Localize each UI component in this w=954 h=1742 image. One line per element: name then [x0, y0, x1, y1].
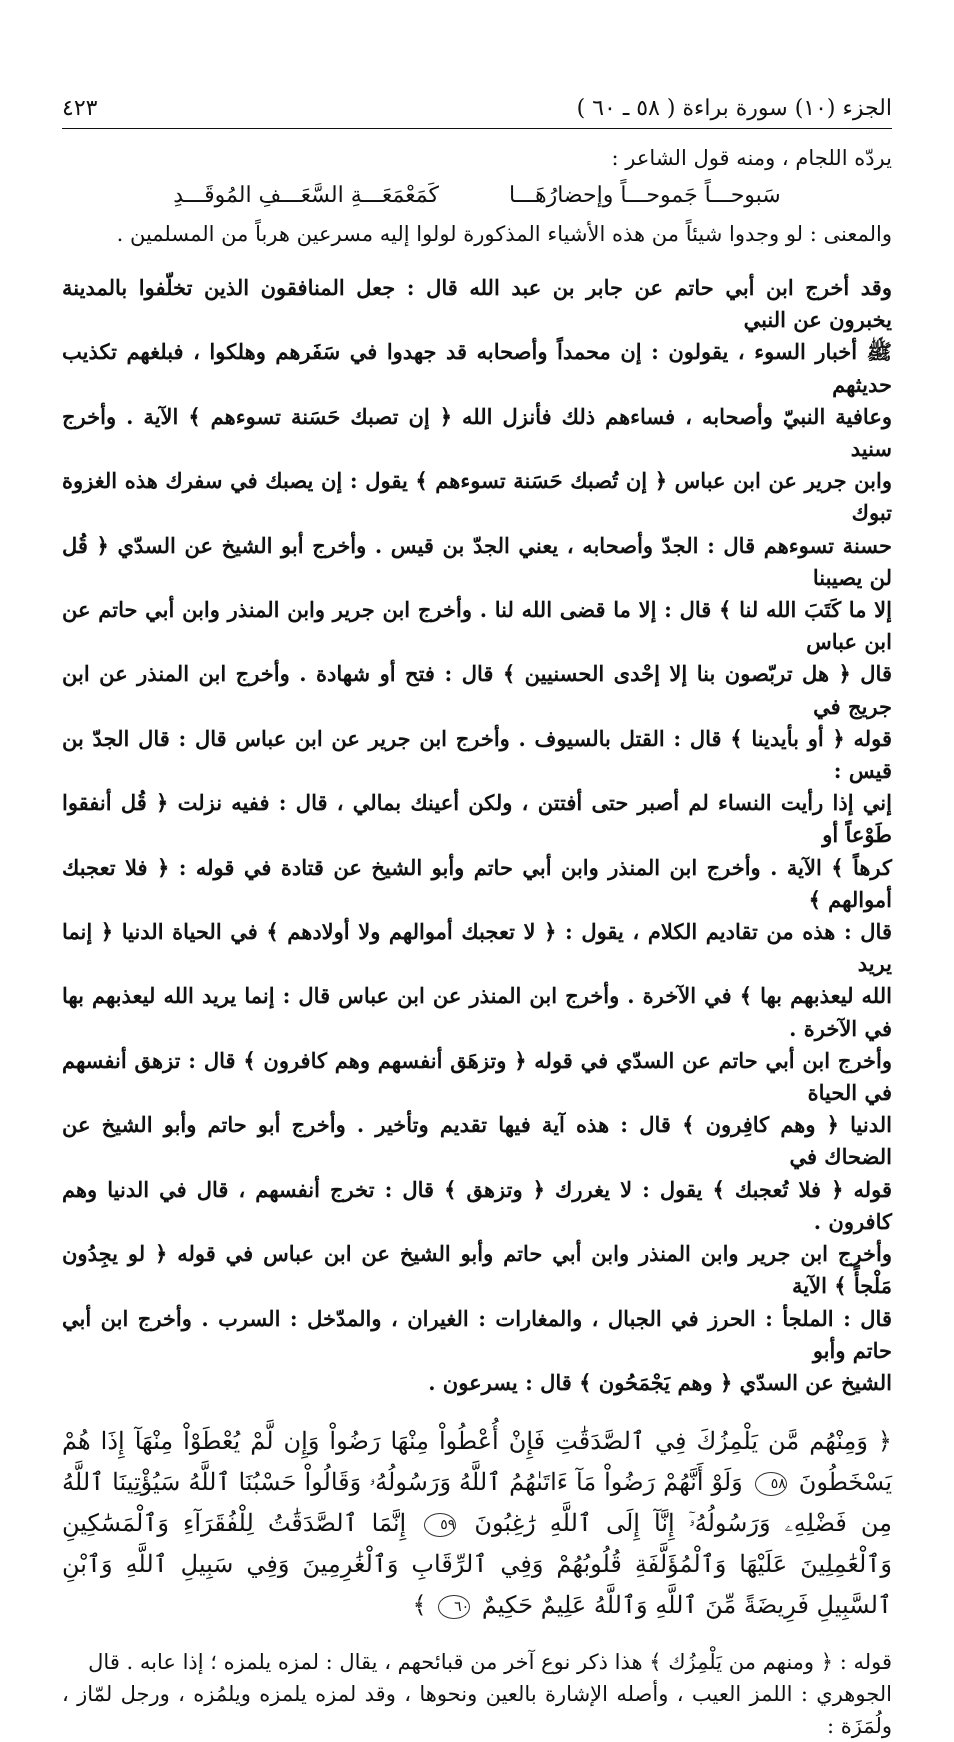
report-line: إلا ما كَتَبَ الله لنا ﴾ قال : إلا ما قضى الله لنا . وأخرج ابن جرير وابن المنذر وابن أبي حاتم عن ابن عباس	[62, 597, 892, 655]
report-line: قال ﴿ هل تربّصون بنا إلا إحْدى الحسنيين ﴾ قال : فتح أو شهادة . وأخرج ابن المنذر عن ابن جريج في	[62, 661, 892, 719]
commentary-line: الجوهري : اللمز العيب ، وأصله الإشارة بالعين ونحوها ، وقد لمزه يلمزه ويلمُزه ، ورجل لمّاز ، ولُمَزَة :	[62, 1682, 892, 1739]
verse-number-60: ٦٠	[438, 1595, 470, 1619]
verse-number-59: ٥٩	[424, 1513, 456, 1537]
report-line: وابن جرير عن ابن عباس ﴿ إن تُصبك حَسَنة تسوءهم ﴾ يقول : إن يصبك في سفرك هذه الغزوة تبوك	[62, 468, 892, 526]
running-title: الجزء (١٠) سورة براءة ( ٥٨ ـ ٦٠ )	[576, 95, 892, 121]
report-line: وقد أخرج ابن أبي حاتم عن جابر بن عبد الله قال : جعل المنافقون الذين تخلّفوا بالمدينة يخبرون عن النبي	[62, 275, 892, 333]
quran-verses	[62, 1421, 892, 1626]
report-line: الدنيا ﴿ وهم كافِرون ﴾ قال : هذه آية فيها تقديم وتأخير . وأخرج أبو حاتم وأبو الشيخ عن الضحاك في	[62, 1112, 892, 1170]
poem-hemistich-left: كَمَعْمَعَـــةِ السَّعَـــفِ المُوقَـــدِ	[173, 183, 439, 208]
report-line: الله ليعذبهم بها ﴾ في الآخرة . وأخرج ابن المنذر عن ابن عباس قال : إنما يريد الله ليعذبهم بها في الآخرة .	[62, 983, 892, 1041]
verse-60-text: إِنَّمَا ٱلصَّدَقَٰتُ لِلْفُقَرَآءِ وَٱلْمَسَٰكِينِ وَٱلْعَٰمِلِينَ عَلَيْهَا وَٱلْمُؤَلَّفَةِ قُلُوبُهُمْ وَفِي ٱلرِّقَابِ وَٱلْغَٰرِمِينَ وَفِي سَبِيلِ ٱللَّهِ وَٱبْنِ ٱلسَّبِيلِ فَرِيضَةً مِّنَ ٱللَّهِ وَٱللَّهُ عَلِيمٌ حَكِيمٌ	[62, 1509, 892, 1620]
page-header	[62, 88, 892, 129]
report-line: حسنة تسوءهم قال : الجدّ وأصحابه ، يعني الجدّ بن قيس . وأخرج أبو الشيخ عن السدّي ﴿ قُل لن يصيبنا	[62, 532, 892, 590]
report-line: وأخرج ابن أبي حاتم عن السدّي في قوله ﴿ وتزهَق أنفسهم وهم كافرون ﴾ قال : تزهق أنفسهم في الحياة	[62, 1047, 892, 1106]
page-number: ٤٢٣	[62, 95, 98, 121]
report-line: قوله ﴿ فلا تُعجبك ﴾ يقول : لا يغررك ﴿ وتزهق ﴾ قال : تخرج أنفسهم ، قال في الدنيا وهم كافرون .	[62, 1176, 892, 1234]
report-line: إني إذا رأيت النساء لم أصبر حتى أفتتن ، ولكن أعينك بمالي ، قال : ففيه نزلت ﴿ قُل أنفقوا طَوْعاً أو	[62, 790, 892, 848]
report-line: ﷺ أخبار السوء ، يقولون : إن محمداً وأصحابه قد جهدوا في سَفَرهم وهلكوا ، فبلغهم تكذيب حديثهم	[62, 339, 892, 397]
commentary-line: قوله : ﴿ ومنهم من يَلْمِزُك ﴾ هذا ذكر نوع آخر من قبائحهم ، يقال : لمزه يلمزه ؛ إذا عابه . قال	[88, 1650, 892, 1675]
report-line: وعافية النبيّ وأصحابه ، فساءهم ذلك فأنزل الله ﴿ إن تصبك حَسَنة تسوءهم ﴾ الآية . وأخرج سنيد	[62, 403, 892, 462]
meaning-line: والمعنى : لو وجدوا شيئاً من هذه الأشياء المذكورة لولوا إليه مسرعين هرباً من المسلمين .	[116, 222, 892, 246]
page-content	[62, 142, 892, 1742]
report-line: قال : الملجأ : الحرز في الجبال ، والمغارات : الغيران ، والمدّخل : السرب . وأخرج ابن أبي حاتم وأبو	[62, 1305, 892, 1363]
report-line: وأخرج ابن جرير وابن المنذر وابن أبي حاتم وأبو الشيخ عن ابن عباس في قوله ﴿ لو يجِدُون مَلْجأً ﴾ الآية	[62, 1241, 892, 1299]
hadith-reports	[62, 272, 892, 1399]
poem-verse	[62, 174, 892, 218]
intro-line: يردّه اللجام ، ومنه قول الشاعر :	[611, 146, 892, 170]
commentary-intro	[62, 142, 892, 250]
verse-number-58: ٥٨	[755, 1472, 787, 1496]
verse-59-text: وَلَوْ أَنَّهُمْ رَضُواْ مَآ ءَاتَىٰهُمُ ٱللَّهُ وَرَسُولُهُۥ وَقَالُواْ حَسْبُنَا ٱللَّهُ سَيُؤْتِينَا ٱللَّهُ مِن فَضْلِهِۦ وَرَسُولُهُۥٓ إِنَّآ إِلَى ٱللَّهِ رَٰغِبُونَ	[62, 1468, 892, 1538]
report-line: قوله ﴿ أو بأيدينا ﴾ قال : القتل بالسيوف . وأخرج ابن جرير عن ابن عباس قال : قال الجدّ بن قيس :	[62, 725, 892, 784]
verse-58-text: ﴿ وَمِنْهُم مَّن يَلْمِزُكَ فِي ٱلصَّدَقَٰتِ فَإِنْ أُعْطُواْ مِنْهَا رَضُواْ وَإِن لَّمْ يُعْطَوْاْ مِنْهَآ إِذَا هُمْ يَسْخَطُونَ	[62, 1427, 892, 1497]
report-line: قال : هذه من تقاديم الكلام ، يقول : ﴿ لا تعجبك أموالهم ولا أولادهم ﴾ في الحياة الدنيا ﴿ إنما يريد	[62, 919, 892, 977]
verse-close-bracket: ﴾	[412, 1591, 427, 1620]
poem-hemistich-right: سَبوحـــاً جَموحـــاً وإحضارُهَـــا	[508, 183, 781, 208]
commentary-continuation	[62, 1646, 892, 1742]
report-line: كرهاً ﴾ الآية . وأخرج ابن المنذر وابن أبي حاتم وأبو الشيخ عن قتادة في قوله : ﴿ فلا تعجبك أموالهم ﴾	[62, 854, 892, 912]
report-line: الشيخ عن السدّي ﴿ وهم يَجْمَحُون ﴾ قال : يسرعون .	[428, 1369, 892, 1395]
